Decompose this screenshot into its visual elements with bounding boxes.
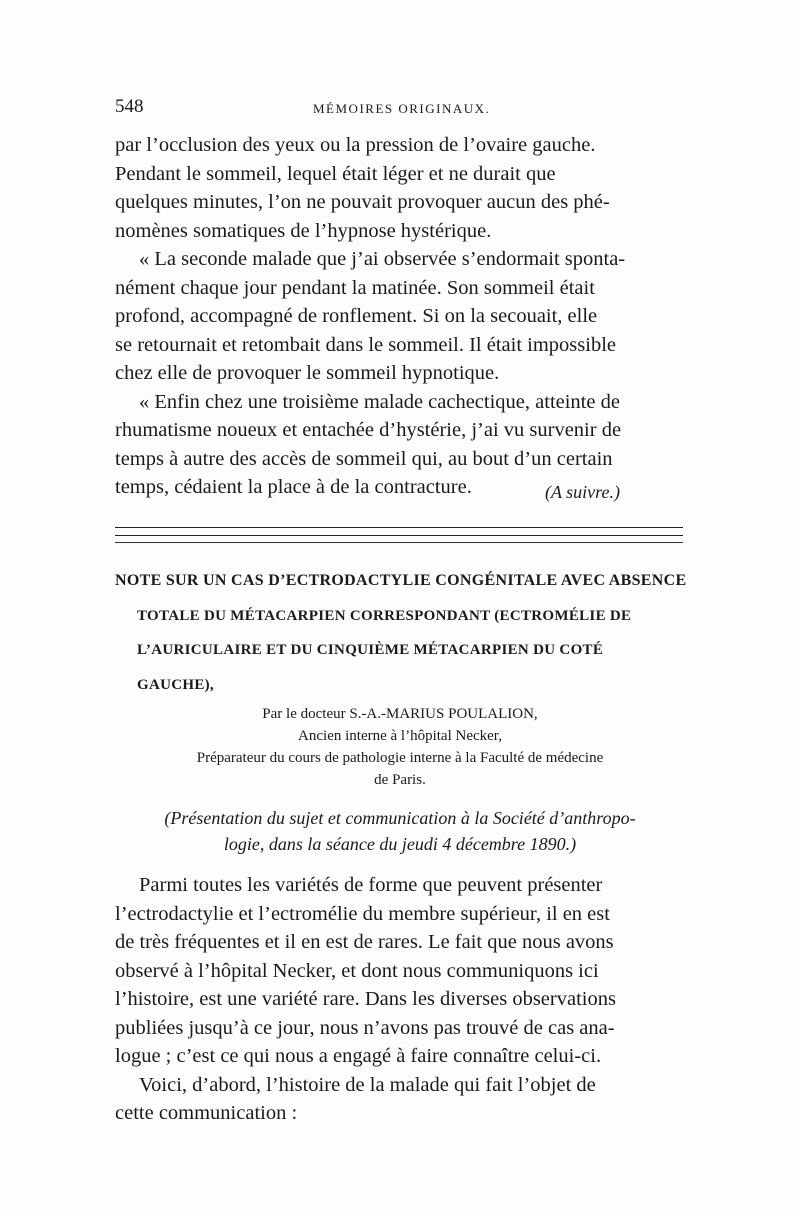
paragraph-seconde-malade <box>115 245 685 388</box>
text-line: temps, cédaient la place à de la contracture. <box>115 476 472 498</box>
author-affiliation: Ancien interne à l’hôpital Necker, <box>298 728 502 744</box>
text-line: Parmi toutes les variétés de forme que peuvent présenter <box>139 874 603 896</box>
author-affiliation: Préparateur du cours de pathologie interne à la Faculté de médecine <box>196 750 604 766</box>
text-line: logue ; c’est ce qui nous a engagé à faire connaître celui-ci. <box>115 1045 602 1067</box>
text-line: quelques minutes, l’on ne pouvait provoquer aucun des phé- <box>115 191 610 213</box>
continued-text <box>115 131 685 502</box>
text-line: observé à l’hôpital Necker, et dont nous communiquons ici <box>115 959 599 982</box>
text-line: Pendant le sommeil, lequel était léger et ne durait que <box>115 162 556 185</box>
article-title <box>115 564 685 702</box>
text-line: Voici, d’abord, l’histoire de la malade qui fait l’objet de <box>139 1073 596 1096</box>
page-header <box>115 96 685 120</box>
paragraph-voici <box>115 1071 685 1128</box>
title-line: NOTE SUR UN CAS D’ECTRODACTYLIE CONGÉNITALE AVEC ABSENCE <box>115 572 687 589</box>
a-suivre-note: (A suivre.) <box>545 482 620 502</box>
text-line: rhumatisme noueux et entachée d’hystérie, j’ai vu survenir de <box>115 419 622 441</box>
text-line: se retournait et retombait dans le sommeil. Il était impossible <box>115 333 616 356</box>
presentation-line: (Présentation du sujet et communication à la Société d’anthropo- <box>164 808 636 828</box>
running-head: MÉMOIRES ORIGINAUX. <box>313 101 491 116</box>
author-info <box>115 703 685 791</box>
section-divider <box>115 535 683 536</box>
title-line: L’AURICULAIRE ET DU CINQUIÈME MÉTACARPIEN DU COTÉ <box>137 642 604 658</box>
title-line: TOTALE DU MÉTACARPIEN CORRESPONDANT (ECTROMÉLIE DE <box>137 607 632 624</box>
text-line: par l’occlusion des yeux ou la pression de l’ovaire gauche. <box>115 134 596 156</box>
author-name: Par le docteur S.-A.-MARIUS POULALION, <box>262 706 538 722</box>
text-line: temps à autre des accès de sommeil qui, au bout d’un certain <box>115 447 613 470</box>
page-number: 548 <box>115 96 144 117</box>
text-line: nomènes somatiques de l’hypnose hystérique. <box>115 219 492 242</box>
paragraph-parmi <box>115 871 685 1071</box>
text-line: « La seconde malade que j’ai observée s’endormait sponta- <box>139 248 626 270</box>
text-line: chez elle de provoquer le sommeil hypnotique. <box>115 362 500 384</box>
title-line: GAUCHE), <box>137 676 214 693</box>
presentation-line: logie, dans la séance du jeudi 4 décembre 1890.) <box>223 834 577 854</box>
text-line: l’histoire, est une variété rare. Dans les diverses observations <box>115 988 616 1010</box>
article-body <box>115 871 685 1128</box>
text-line: de très fréquentes et il en est de rares. Le fait que nous avons <box>115 931 614 953</box>
paragraph-occlusion <box>115 131 685 245</box>
text-line: publiées jusqu’à ce jour, nous n’avons pas trouvé de cas ana- <box>115 1016 615 1039</box>
author-affiliation: de Paris. <box>374 772 426 788</box>
text-line: nément chaque jour pendant la matinée. Son sommeil était <box>115 276 595 299</box>
presentation-note <box>115 805 685 857</box>
text-line: profond, accompagné de ronflement. Si on la secouait, elle <box>115 305 598 327</box>
section-divider <box>115 527 683 528</box>
text-line: « Enfin chez une troisième malade cachectique, atteinte de <box>139 390 620 413</box>
text-line: l’ectrodactylie et l’ectromélie du membre supérieur, il en est <box>115 902 610 925</box>
text-line: cette communication : <box>115 1102 298 1124</box>
section-divider <box>115 542 683 543</box>
